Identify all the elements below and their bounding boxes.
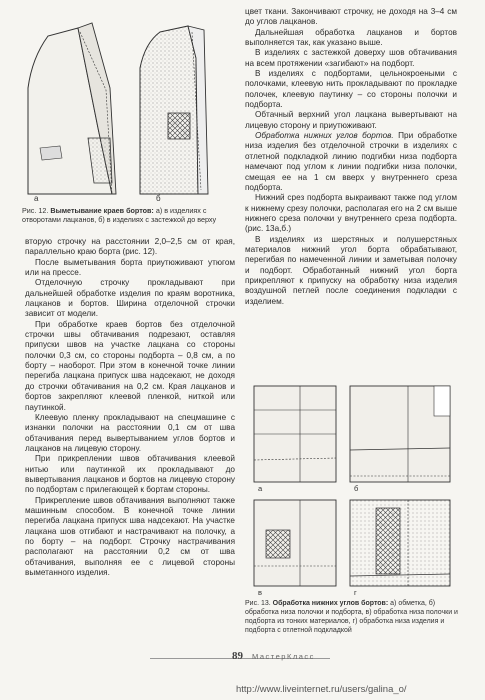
figure-12-caption-title: Выметывание краев бортов: — [50, 206, 154, 215]
figure-13 — [248, 380, 458, 598]
paragraph: В изделиях с подбортами, цельнокроеными с полочками, клеевую нить прокладывают по прокладке полочек, клеевую паутинку – со стороны полочки и подборта. — [245, 69, 457, 110]
figure-13-label-g: г — [354, 588, 357, 597]
figure-12-caption-prefix: Рис. 12. — [22, 206, 49, 215]
left-column — [25, 237, 235, 578]
paragraph: вторую строчку на расстоянии 2,0–2,5 см от края, параллельно краю борта (рис. 12). — [25, 237, 235, 257]
figure-12-caption — [22, 206, 234, 225]
figure-12 — [20, 18, 220, 204]
paragraph: цвет ткани. Закончивают строчку, не доходя на 3–4 см до углов лацканов. — [245, 7, 457, 27]
right-column — [245, 7, 457, 307]
figure-12-drawing — [20, 18, 220, 204]
paragraph: В изделиях с застежкой доверху шов обтачивания на всем протяжении «загибают» на подборт. — [245, 48, 457, 68]
figure-13-drawing — [248, 380, 458, 598]
paragraph: Прикрепление швов обтачивания выполняют также машинным способом. В конечной точке линии перегиба лацкана припуск шва надсекают. На участке лацкана шов отгибают и настрачивают на полочку, а по борту – на подборт. Строчку настрачивания располагают на расстоянии 0,2 см от шва обтачивания, выполняя ее с лицевой стороны выметанного изделия. — [25, 495, 235, 577]
paragraph: Обтачный верхний угол лацкана вывертывают на лицевую сторону и приутюживают. — [245, 110, 457, 130]
paragraph: Клеевую пленку прокладывают на спецмашине с изнанки полочки на расстоянии 0,1 см от шва обтачивания перед вывертыванием углов бортов и лацканов на лицевую сторону. — [25, 412, 235, 453]
figure-13-v — [254, 500, 336, 597]
paragraph: При обработке краев бортов без отделочной строчки швы обтачивания подрезают, оставляя припуски швов на участке лацкана со стороны полочки 0,3 см, со стороны подборта – 0,8 см, а по борту – наоборот. При этом в конечной точке линии перегиба лацкана припуск шва надсекают, не доходя до строчки обтачивания на 0,2 см. Края лацканов и бортов закрепляют клеевой пленкой, ниткой или паутинкой. — [25, 319, 235, 412]
paragraph: При прикреплении швов обтачивания клеевой нитью или паутинкой их прокладывают до вывертывания лацканов и бортов на лицевую сторону по подбортам с прилегающей к бортам стороны. — [25, 454, 235, 495]
section-heading: Обработка нижних углов бортов. — [255, 131, 394, 141]
figure-13-caption-title: Обработка нижних углов бортов: — [272, 600, 389, 607]
figure-12-label-b: б — [156, 194, 161, 203]
figure-13-label-v: в — [258, 588, 262, 597]
paragraph: После выметывания борта приутюживают утюгом или на прессе. — [25, 257, 235, 278]
figure-12-label-a: а — [34, 194, 39, 203]
figure-12-caption-text: а) в изделиях с отворотами лацканов, б) в изделиях с застежкой до верху — [22, 206, 217, 225]
page-footer — [0, 650, 485, 670]
figure-13-label-a: а — [258, 484, 263, 493]
paragraph: Отделочную строчку прокладывают при дальнейшей обработке изделия по краям воротника, лацканов и бортов. Ширина отделочной строчки зависит от модели. — [25, 278, 235, 319]
paragraph: В изделиях из шерстяных и полушерстяных материалов нижний угол борта обрабатывают, перегибая по намеченной линии и заметывая полочку и подборт. Обработанный нижний угол борта прикрепляют к припуску на обработку низа изделия воздушной петлей после соединения подкладки с изделием. — [245, 234, 457, 306]
figure-13-caption-text: а) обметка, б) обработка низа полочки и подборта, в) обработка низа полочки и подборта из тонких материалов, г) обработка низа изделия и подборта с отлетной подкладкой — [245, 600, 458, 634]
figure-13-label-b: б — [354, 484, 359, 493]
figure-13-caption — [245, 599, 460, 635]
figure-13-caption-prefix: Рис. 13. — [245, 600, 271, 607]
garment-a — [28, 23, 116, 203]
paragraph — [245, 131, 457, 193]
source-url: http://www.liveinternet.ru/users/galina_o/ — [236, 684, 407, 695]
garment-b — [140, 26, 208, 203]
magazine-name: МастерКласс — [252, 652, 315, 661]
figure-13-g — [350, 500, 450, 597]
paragraph: Дальнейшая обработка лацканов и бортов выполняется так, как указано выше. — [245, 27, 457, 48]
paragraph-text: При обработке низа изделия без отделочной строчки в изделиях с отлетной подкладкой линию подгибки низа подборта намечают под углом к линии подгибки низа полочки, смещая ее на 1 см вверх у внутреннего среза подборта. — [245, 131, 457, 192]
figure-13-b — [350, 386, 450, 493]
page-number: 89 — [232, 650, 243, 662]
paragraph: Нижний срез подборта выкраивают также под углом к нижнему срезу полочки, располагая его на 2 см выше нижнего среза полочки у внутреннего среза подборта. (рис. 13а,б.) — [245, 193, 457, 234]
figure-13-a — [254, 386, 336, 493]
